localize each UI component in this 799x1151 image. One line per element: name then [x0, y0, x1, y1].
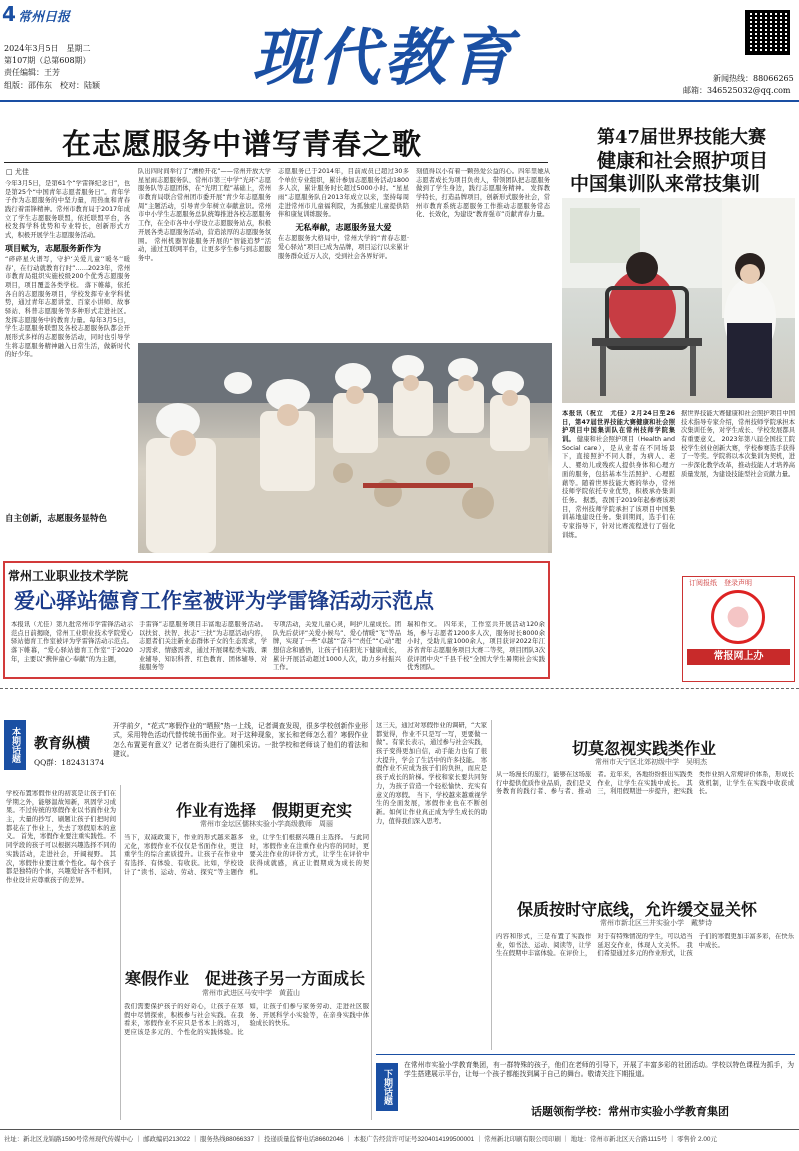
article-headline-homework-choice: 作业有选择 假期更充实 [176, 801, 353, 820]
lower-middle-column: 这三天，通过对寒假作业的调研，“大家都觉得，作业不只是写一写，更要做一做”。有家长表示，通过参与社会实践，孩子变得更加自信，动手能力也有了很大提升，学会了生活中的许多技能。 寒假作业不应成为孩子们的负担，而应是孩子成长的阶梯。学校和家长要共同努力，为孩子营造一个轻松愉快、充实有意义的寒假。 当下，学校越来越重视学生的全面发展，寒假作业也在不断创新。如何让作业真正成为学生成长的助力，值得我们深入思考。 [376, 722, 487, 825]
article-byline-deadline-care: 常州市新北区三井实验小学 戴梦诗 [600, 919, 712, 927]
lead-column-3: 志愿服务已于2014年，目前成员已超过30多个单位专业组织，累计参加志愿服务活动1800多人次，累计服务时长超过5000小时。“星星雨”志愿服务队自2013年成立以来，坚持每周走进常州市儿童福利院，为孤独症儿童提供陪伴和康复训练服务。 无私奉献，志愿服务显大爱 在志愿服务大格局中，常州大学的“青春志愿·爱心驿站”项目已成为品牌，项目运行以来累计服务群众近万人次，受到社会各界好评。 [278, 168, 409, 260]
ad-seal-icon [711, 590, 765, 644]
issue-number: 第107期（总第608期） [4, 56, 91, 65]
volunteer-kitchen-photo [138, 343, 552, 553]
right-column-2: 据世界技能大赛健康和社会照护项目中国技术指导专家介绍，常州技师学院承担本次集训任务，对学生成长、学校发展都具有重要意义。 2023年第八届全国技工院校学生创业创新大赛，学校参赛选手获得了一等奖。学院将以本次集训为契机，进一步深化教学改革，推动技能人才培养高质量发展，为建设技能型社会贡献力量。 [681, 410, 795, 478]
lead-column-2: 队出四时间举行了“漕桥开花”——常州开放大学星星雨志愿服务队、常州市第三中学“光环”志愿服务队等志愿团体，在“光明工程”基础上，常州市教育局联合常州团市委开展“青少年志愿服务周”主题活动，引导青少年树立奉献意识。常州市中小学生志愿服务总队统筹推进各校志愿服务工作，在全市各中小学设立志愿服务站点，积极开展各类志愿服务活动，营造浓厚的志愿服务氛围。 常州机器智能服务开展的“智能追梦”活动，通过互联网平台，让更多学生参与到志愿服务中。 [138, 168, 271, 262]
lead-headline: 在志愿服务中谱写青春之歌 [62, 127, 423, 161]
article-headline-deadline-care: 保质按时守底线，允许缓交显关怀 [517, 900, 758, 919]
highlight-box [3, 561, 550, 679]
article-body-practice-homework: 从一场漫长的旅行，能够在这场旅行中提供优质作业品质，我们是义务教育的践行者、参与者、推动者。近年来，各地纷纷推出实践类作业，让学生在实践中成长。 其三，利用假期进一步提升，把实践类作业纳入常规评价体系，形成长效机制，让学生在实践中收获成长。 [496, 771, 794, 796]
lead-column-1: 今年3月5日，是第61个“学雷锋纪念日”，也是第25个“中国青年志愿者服务日”。青年学子作为志愿服务的中坚力量，用热血和青春践行着雷锋精神。常州市教育局于2017年成立了学生志愿服务联盟，依托联盟平台，各校发挥学科优势和专业特长，创新形式方式，积极开展学生志愿服务活动。 项目赋为，志愿服务新作为 “碎碎星火谱写，守护‘关爱儿童’‘暖冬’‘暖春’，在行动就教育行时”……2023年，常州市教育局组织实施校级200个优秀志愿服务项目，项目覆盖各类学校。 落下帷幕，依托各自的志愿服务项目，学校发挥专业学科优势，通过青年志愿讲堂、百家小讲师、故事驿站、科普志愿服务等多种形式走进社区。 发挥志愿服务中的教育力量。每年3月5日，学生志愿服务联盟及各校志愿服务队都会开展形式多样的志愿服务活动，同时也引导学生将志愿服务精神融入日常生活，做新时代的好少年。 [5, 180, 130, 359]
staff-credit: 组版：邵伟东 校对：陆颖 [4, 81, 100, 90]
article-byline-homework-choice: 常州市金坛区儒林实验小学高级教师 周丽 [200, 820, 333, 828]
nursing-training-photo [562, 198, 795, 403]
ad-banner: 常报网上办 [687, 649, 790, 665]
right-headline-line-3: 中国集训队来常技集训 [570, 173, 761, 195]
editor-credit: 责任编辑：王芳 [4, 68, 60, 77]
article-body-winter-growth: 我们需要保护孩子的好奇心，让孩子在寒假中尽情探索，积极参与社会实践。在我看来，寒假作业不应只是书本上的练习，更应该是多元的、个性化的实践体验。比如，让孩子们参与家务劳动、走进社区服务、开展科学小实验等，在亲身实践中体验成长的快乐。 [124, 1003, 369, 1037]
lower-left-column-1: 学校布置寒假作业的初衷是让孩子们在学期之外，能够温故知新，巩固学习成果。不过传统的寒假作业以书面作业为主，大量的抄写、刷题让孩子们把时间都花在了作业上，失去了寒假原本的意义。 首先，寒假作业要注重实践性。不同学段的孩子可以根据兴趣选择不同的实践活动，走进社会，开阔视野。 其次，寒假作业要注重个性化。每个孩子都是独特的个体，兴趣爱好各不相同，作业设计应尊重孩子的差异。 [6, 790, 116, 884]
lead-column-4: 刻值得以小有着一颗热爱公益的心。四年里她从志愿者成长为项目负责人，带领团队把志愿服务做到了学生身边，践行志愿服务精神。 发挥教学特长，打造品牌项目，创新形式服务社会，常州市教育系统志愿服务工作推动志愿服务常态化、长效化，为建设“教育强市”贡献青春力量。 [416, 168, 550, 219]
paper-name: 常州日报 [18, 10, 71, 25]
edu-column-title: 教育纵横 [34, 736, 90, 752]
subscription-ad[interactable] [682, 576, 795, 682]
article-byline-practice-homework: 常州市天宁区北郊初级中学 吴明杰 [595, 758, 707, 766]
page-number: 4 [2, 2, 16, 26]
footer-info: 社址：新北区龙锦路1590号常州现代传媒中心 ｜ 邮政编码213022 ｜ 服务热线88066337 ｜ 投递质量监督电话86602046 ｜ 本报广告经营许可证号3204014199500001 ｜ 常州新北印刷有限公司印刷 ｜ 地址：常州市新北区天合路1115号 ｜ 零售价 2.00元 [4, 1136, 717, 1143]
ad-caption: 订阅报纸 登录声明 [689, 579, 752, 587]
highlight-column-3: 专项活动，关爱儿童心灵，呵护儿童成长。团队先后获评“关爱小候鸟”、爱心情暖“飞”等品牌，实现了一些“卓越”“奋斗”“责任”“心动”理想信念和感悟，让孩子们在阳光下健康成长，累计开展活动超过1000人次，助力乡村振兴工作。 [273, 621, 401, 672]
highlight-column-4: 瑞和作文。 四年来，工作室共开展活动120余场，参与志愿者1200多人次，服务时长8000余小时，受助儿童1000余人，项目获评2022年江苏省青年志愿服务项目大赛二等奖，项目团队3次获评团中央“千县千校”全国大学生暑期社会实践优秀团队。 [407, 621, 545, 672]
next-topic-school: 话题领衔学校：常州市实验小学教育集团 [531, 1105, 729, 1118]
highlight-column-1: 本报讯（尤佳）第九批常州市学雷锋活动示范点日前揭晓，常州工业职业技术学院爱心驿站德育工作室被评为学雷锋活动示范点。落下帷幕，“爱心驿站德育工作室”于2020年，主要以“携伴童心·奉献”的为主题， [11, 621, 133, 663]
article-body-deadline-care: 内容和形式，三是布置了实践作业，如书法、运动、阅读等，让学生在假期中丰富体验。在评价上，对于有特殊情况的学生，可以适当延迟交作业，体现人文关怀。 我们希望通过多元的作业形式，让孩子们的寒假更加丰富多彩，在快乐中成长。 [496, 933, 794, 958]
section-title: 现代教育 [252, 21, 517, 94]
highlight-column-2: 手雷锋”志愿服务项目丰富地志愿服务活动。以扶贫、扶智、扶志“三扶”为志愿活动内容，志愿者们关注新业态群体子女的生态需求，学习需求、情感需求，通过开展课程类实践、课业辅导、知识科普、红色教育、团体辅导、对接服务等 [139, 621, 267, 672]
right-headline-line-2: 健康和社会照护项目 [597, 150, 769, 172]
right-column-1: 本报讯（祝立 尤佳）2月24日至26日，第47届世界技能大赛健康和社会照护项目中国集训队在常州技师学院集训。 健康和社会照护项目（Health and Social care），是从业者在不同场景下，直接照护不同人群，为病人、老人、婴幼儿或残疾人提供身体和心理方面的服务，包括基本生活照护、心理慰藉等。随着世界技能大赛的举办，常州技师学院依托专业优势，积极承办集训任务。 据悉，我国于2019年起参赛该项目，常州技师学院承担了该项目中国集训基地建设任务。集训期间，选手们在专家指导下，针对比赛流程进行了强化训练。 [562, 410, 675, 539]
article-headline-practice-homework: 切莫忽视实践类作业 [572, 739, 717, 758]
next-topic-box [376, 1054, 795, 1122]
article-body-homework-choice: 当下，双减政策下，作业的形式越来越多元化，寒假作业不仅仅是书面作业，更注重学生的综合素质提升。让孩子在作业中有选择、有体验、有收获。比如，学校设计了“读书、运动、劳动、探究”等主题作业，让学生们根据兴趣自主选择。 与此同时，寒假作业在注重作业内容的同时，更要关注作业的评价方式，让学生在评价中获得成就感，真正让假期成为成长的契机。 [124, 834, 369, 876]
next-topic-text: 在常州市实验小学教育集团，有一群特殊的孩子，他们在老师的引导下，开展了丰富多彩的社团活动。学校以特色课程为抓手，为学生搭建展示平台，让每一个孩子都能找到属于自己的舞台。敬请关注下期报道。 [404, 1061, 794, 1079]
issue-date: 2024年3月5日 星期二 [4, 44, 91, 53]
news-hotline: 新闻热线：88066265 [713, 74, 794, 83]
highlight-headline: 爱心驿站德育工作室被评为学雷锋活动示范点 [14, 588, 434, 613]
qq-group: QQ群：182431374 [34, 758, 105, 767]
topic-label: 本期话题 [4, 720, 26, 770]
next-topic-label: 下期话题 [376, 1063, 398, 1111]
edu-intro: 开学前夕，“花式”寒假作业的“晒照”热一上线，记者调查发现，很多学校创新作业形式，采用特色活动代替传统书面作业。对于这种现象，家长和老师怎么看？寒假作业怎么布置更有意义？记者在街头进行了随机采访。一批学校和老师谈了他们的看法和建议。 [113, 722, 368, 759]
article-headline-winter-growth: 寒假作业 促进孩子另一方面成长 [125, 969, 366, 988]
highlight-school: 常州工业职业技术学院 [8, 569, 129, 583]
qr-code-icon [745, 10, 790, 55]
right-headline-line-1: 第47届世界技能大赛 [597, 127, 767, 148]
lead-byline: □ 尤佳 [6, 168, 29, 176]
contact-email: 邮箱：346525032@qq.com [683, 86, 791, 95]
article-byline-winter-growth: 常州市武进区马安中学 黄蓝山 [202, 989, 300, 997]
lead-subhead-3: 自主创新，志愿服务显特色 [5, 514, 108, 524]
